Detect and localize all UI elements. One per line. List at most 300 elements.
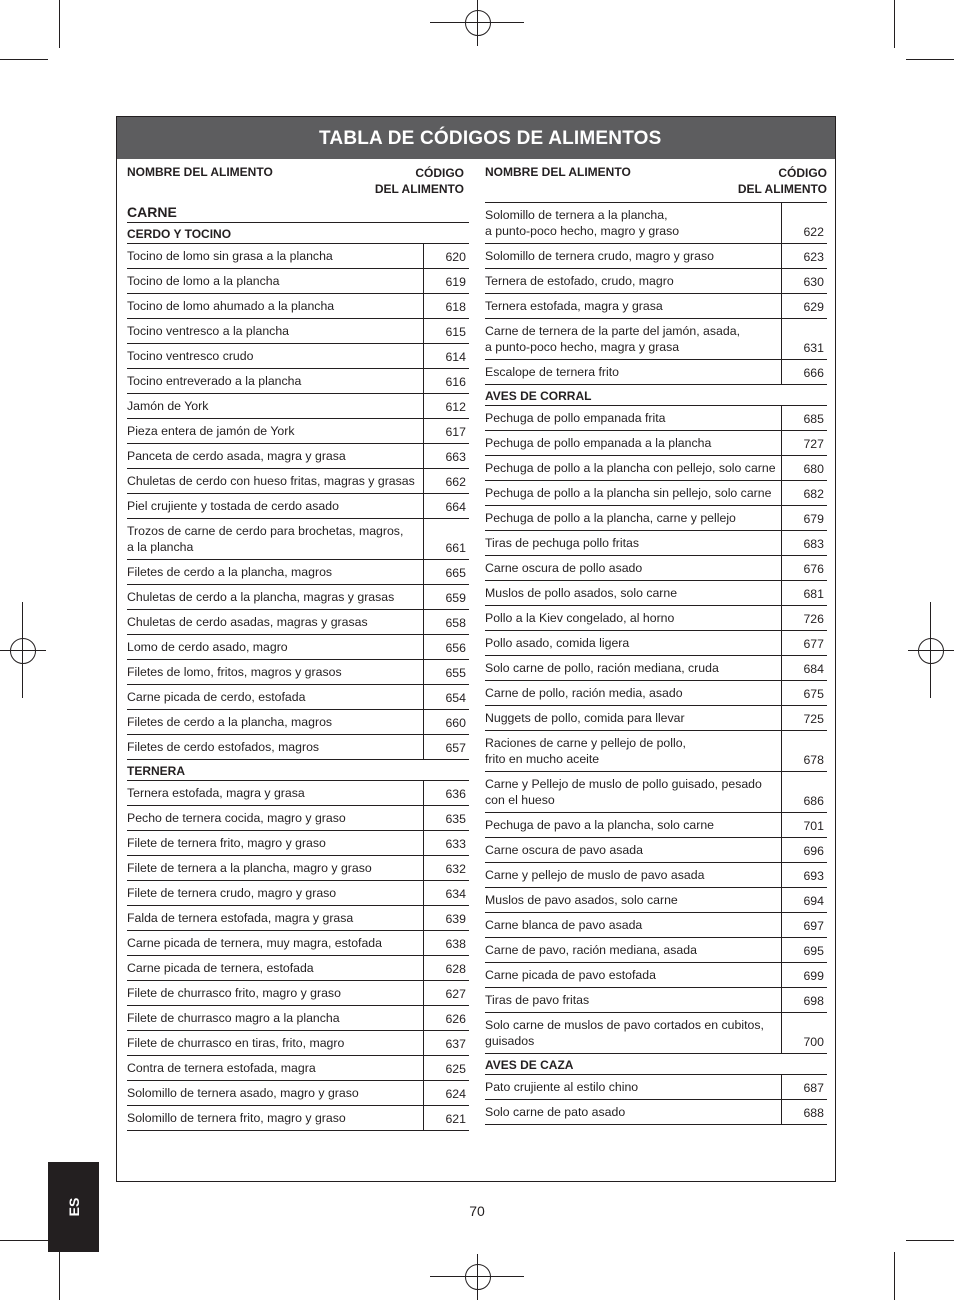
food-code: 700 [803, 1035, 824, 1049]
food-name-line: Contra de ternera estofada, magra [127, 1061, 316, 1075]
crop-mark [894, 1252, 895, 1300]
food-name [127, 610, 424, 634]
table-row [485, 681, 827, 706]
crop-mark [0, 1240, 48, 1241]
food-code: 655 [445, 666, 466, 680]
table-row [485, 319, 827, 360]
food-code: 664 [445, 500, 466, 514]
food-code: 615 [445, 325, 466, 339]
food-name [485, 269, 782, 293]
table-row [127, 635, 469, 660]
table-row [485, 244, 827, 269]
food-code: 628 [445, 962, 466, 976]
food-name-line: a la plancha [127, 540, 194, 554]
food-code: 630 [803, 275, 824, 289]
food-code: 725 [803, 712, 824, 726]
food-name-line: Tocino entreverado a la plancha [127, 374, 302, 388]
table-row [485, 1100, 827, 1125]
food-name-line: Tocino ventresco crudo [127, 349, 254, 363]
column-header [127, 163, 469, 199]
food-code: 659 [445, 591, 466, 605]
food-name [127, 635, 424, 659]
table-row [485, 406, 827, 431]
table-row [127, 906, 469, 931]
food-code: 616 [445, 375, 466, 389]
food-name [485, 1075, 782, 1099]
food-code: 727 [803, 437, 824, 451]
food-name [485, 406, 782, 430]
food-name-line: Solomillo de ternera frito, magro y graso [127, 1111, 346, 1125]
food-name [127, 956, 424, 980]
food-name-line: Muslos de pavo asados, solo carne [485, 893, 678, 907]
table-row [127, 294, 469, 319]
food-name [127, 585, 424, 609]
food-name-line: Ternera estofada, magra y grasa [485, 299, 663, 313]
right-column [485, 163, 827, 1125]
food-name-line: Pieza entera de jamón de York [127, 424, 295, 438]
column-header [485, 163, 827, 199]
food-name-line: Escalope de ternera frito [485, 365, 619, 379]
food-name-line: Ternera estofada, magra y grasa [127, 786, 305, 800]
category-title: CARNE [127, 199, 469, 223]
table-row [485, 888, 827, 913]
table-row [485, 988, 827, 1013]
food-code: 675 [803, 687, 824, 701]
food-name [127, 560, 424, 584]
food-code: 622 [803, 225, 824, 239]
food-code: 657 [445, 741, 466, 755]
food-name [127, 444, 424, 468]
food-code: 685 [803, 412, 824, 426]
table-row [127, 806, 469, 831]
table-row [127, 856, 469, 881]
table-row [127, 394, 469, 419]
food-code: 686 [803, 794, 824, 808]
registration-circle [465, 10, 491, 36]
food-name-line: Carne picada de ternera, estofada [127, 961, 314, 975]
food-name-line: Pechuga de pollo a la plancha, carne y pellejo [485, 511, 736, 525]
table-row [485, 269, 827, 294]
table-row [485, 656, 827, 681]
food-name [485, 244, 782, 268]
table-row [127, 319, 469, 344]
food-code: 658 [445, 616, 466, 630]
section-title: CERDO Y TOCINO [127, 223, 469, 244]
food-name [485, 1013, 782, 1053]
language-tab: ES [48, 1162, 99, 1252]
food-code: 656 [445, 641, 466, 655]
food-name [127, 710, 424, 734]
food-code: 618 [445, 300, 466, 314]
food-name [127, 494, 424, 518]
table-row [127, 585, 469, 610]
food-name-line: Falda de ternera estofada, magra y grasa [127, 911, 354, 925]
food-code: 662 [445, 475, 466, 489]
table-row [127, 1106, 469, 1131]
food-name-line: Chuletas de cerdo a la plancha, magras y grasas [127, 590, 395, 604]
food-name [127, 419, 424, 443]
crop-mark [59, 1252, 60, 1300]
food-name-line: Pollo asado, comida ligera [485, 636, 630, 650]
food-name-line: Jamón de York [127, 399, 209, 413]
table-row [485, 581, 827, 606]
table-row [485, 606, 827, 631]
food-code: 631 [803, 341, 824, 355]
food-code: 617 [445, 425, 466, 439]
table-row [127, 469, 469, 494]
food-name [485, 731, 782, 771]
food-name-line: Muslos de pollo asados, solo carne [485, 586, 678, 600]
food-name-line: Chuletas de cerdo asadas, magras y grasas [127, 615, 368, 629]
food-code: 698 [803, 994, 824, 1008]
food-code: 660 [445, 716, 466, 730]
table-row [127, 660, 469, 685]
food-name-line: Filete de ternera frito, magro y graso [127, 836, 326, 850]
food-name [485, 681, 782, 705]
food-code: 621 [445, 1112, 466, 1126]
food-name [485, 938, 782, 962]
food-name-line: Carne blanca de pavo asada [485, 918, 643, 932]
crop-mark [894, 0, 895, 48]
food-name-line: Filetes de cerdo estofados, magros [127, 740, 320, 754]
table-row [127, 710, 469, 735]
food-code: 683 [803, 537, 824, 551]
food-name [127, 735, 424, 759]
food-name [485, 203, 782, 243]
food-name [127, 906, 424, 930]
food-code: 634 [445, 887, 466, 901]
food-name-line: Nuggets de pollo, comida para llevar [485, 711, 685, 725]
food-name [485, 963, 782, 987]
table-row [127, 1081, 469, 1106]
table-row [127, 519, 469, 560]
food-name [127, 831, 424, 855]
food-name [127, 294, 424, 318]
crop-mark [906, 1240, 954, 1241]
table-row [485, 531, 827, 556]
food-name-line: Solomillo de ternera a la plancha, [485, 208, 668, 222]
food-name-line: Solomillo de ternera crudo, magro y graso [485, 249, 714, 263]
food-name-line: Solo carne de muslos de pavo cortados en cubitos, [485, 1018, 764, 1032]
food-name [127, 469, 424, 493]
food-code: 661 [445, 541, 466, 555]
food-name-line: Tocino de lomo sin grasa a la plancha [127, 249, 333, 263]
food-name [485, 988, 782, 1012]
food-name [485, 656, 782, 680]
food-code: 636 [445, 787, 466, 801]
table-row [485, 631, 827, 656]
food-name-line: Solo carne de pato asado [485, 1105, 626, 1119]
food-code: 633 [445, 837, 466, 851]
food-name [485, 913, 782, 937]
table-row [127, 494, 469, 519]
food-code: 629 [803, 300, 824, 314]
food-code: 680 [803, 462, 824, 476]
food-name-line: Filete de churrasco magro a la plancha [127, 1011, 340, 1025]
food-name-line: Tiras de pechuga pollo fritas [485, 536, 640, 550]
food-name-line: con el hueso [485, 793, 555, 807]
food-code: 684 [803, 662, 824, 676]
food-name [485, 360, 782, 384]
food-code: 612 [445, 400, 466, 414]
food-name [485, 1100, 782, 1124]
food-code: 679 [803, 512, 824, 526]
food-name-line: Filetes de cerdo a la plancha, magros [127, 715, 333, 729]
table-row [127, 735, 469, 760]
food-code: 614 [445, 350, 466, 364]
food-name [127, 369, 424, 393]
food-code: 620 [445, 250, 466, 264]
food-code: 682 [803, 487, 824, 501]
crop-mark [906, 59, 954, 60]
food-name-line: Tocino de lomo a la plancha [127, 274, 280, 288]
table-row [485, 556, 827, 581]
table-row [127, 244, 469, 269]
left-table-body [127, 223, 469, 1131]
food-code: 694 [803, 894, 824, 908]
food-name [485, 431, 782, 455]
food-name-line: Ternera de estofado, crudo, magro [485, 274, 674, 288]
food-name-line: Carne de pavo, ración mediana, asada [485, 943, 697, 957]
table-row [127, 931, 469, 956]
section-title: TERNERA [127, 760, 469, 781]
table-row [485, 1075, 827, 1100]
food-name-line: Trozos de carne de cerdo para brochetas, magros, [127, 524, 404, 538]
table-row [127, 831, 469, 856]
food-name [485, 706, 782, 730]
food-name-line: Lomo de cerdo asado, magro [127, 640, 288, 654]
food-code: 637 [445, 1037, 466, 1051]
registration-circle [10, 638, 36, 664]
table-row [127, 369, 469, 394]
food-name [127, 685, 424, 709]
food-code: 663 [445, 450, 466, 464]
food-name-line: Chuletas de cerdo con hueso fritas, magras y grasas [127, 474, 415, 488]
food-name [485, 456, 782, 480]
table-row [485, 203, 827, 244]
table-row [485, 431, 827, 456]
food-code: 654 [445, 691, 466, 705]
food-name-line: Carne oscura de pavo asada [485, 843, 643, 857]
table-row [127, 781, 469, 806]
food-code: 639 [445, 912, 466, 926]
food-name [127, 1106, 424, 1130]
food-name-line: Carne de pollo, ración media, asado [485, 686, 683, 700]
food-name [485, 506, 782, 530]
food-code: 695 [803, 944, 824, 958]
food-name [127, 394, 424, 418]
table-row [485, 1013, 827, 1054]
table-row [485, 963, 827, 988]
food-code: 627 [445, 987, 466, 1001]
food-name-line: Carne picada de cerdo, estofada [127, 690, 306, 704]
food-code: 624 [445, 1087, 466, 1101]
crop-mark [59, 0, 60, 48]
food-name [485, 772, 782, 812]
header-code-label: CÓDIGO DEL ALIMENTO [737, 166, 827, 196]
food-name-line: a punto-poco hecho, magra y grasa [485, 340, 680, 354]
food-code: 625 [445, 1062, 466, 1076]
food-name-line: Solomillo de ternera asado, magro y graso [127, 1086, 359, 1100]
food-name [127, 856, 424, 880]
table-row [127, 269, 469, 294]
food-name [485, 294, 782, 318]
food-code: 665 [445, 566, 466, 580]
food-name-line: frito en mucho aceite [485, 752, 600, 766]
food-name [485, 556, 782, 580]
food-name [127, 931, 424, 955]
food-name-line: Filetes de cerdo a la plancha, magros [127, 565, 333, 579]
table-row [127, 560, 469, 585]
food-name [127, 1031, 424, 1055]
registration-circle [465, 1264, 491, 1290]
header-name-label: NOMBRE DEL ALIMENTO [127, 165, 273, 179]
header-code-label: CÓDIGO DEL ALIMENTO [374, 166, 464, 196]
food-name [127, 1006, 424, 1030]
table-row [485, 731, 827, 772]
food-name-line: Pechuga de pavo a la plancha, solo carne [485, 818, 715, 832]
food-name-line: Filete de churrasco frito, magro y graso [127, 986, 341, 1000]
table-row [485, 863, 827, 888]
table-row [485, 813, 827, 838]
table-row [485, 838, 827, 863]
food-name-line: Solo carne de pollo, ración mediana, cruda [485, 661, 719, 675]
food-name-line: Pato crujiente al estilo chino [485, 1080, 639, 1094]
food-name-line: Pollo a la Kiev congelado, al horno [485, 611, 675, 625]
food-name [485, 581, 782, 605]
food-name-line: Filete de ternera a la plancha, magro y graso [127, 861, 372, 875]
food-name-line: Carne de ternera de la parte del jamón, asada, [485, 324, 740, 338]
food-code: 678 [803, 753, 824, 767]
food-code: 688 [803, 1106, 824, 1120]
food-name [485, 631, 782, 655]
food-name-line: Filetes de lomo, fritos, magros y grasos [127, 665, 342, 679]
left-column [127, 163, 469, 1131]
food-name [485, 888, 782, 912]
section-title: AVES DE CAZA [485, 1054, 827, 1075]
food-code: 638 [445, 937, 466, 951]
food-name [127, 1081, 424, 1105]
food-name-line: Carne y pellejo de muslo de pavo asada [485, 868, 705, 882]
header-name-label: NOMBRE DEL ALIMENTO [485, 165, 631, 179]
table-row [127, 444, 469, 469]
food-name [127, 781, 424, 805]
table-row [485, 506, 827, 531]
table-row [127, 881, 469, 906]
food-name-line: Carne y Pellejo de muslo de pollo guisado, pesado [485, 777, 762, 791]
food-name [127, 806, 424, 830]
food-name [127, 244, 424, 268]
food-name [485, 319, 782, 359]
table-row [485, 456, 827, 481]
table-row [485, 360, 827, 385]
food-name-line: guisados [485, 1034, 535, 1048]
table-row [127, 685, 469, 710]
food-code: 632 [445, 862, 466, 876]
food-name [127, 660, 424, 684]
food-name-line: Carne oscura de pollo asado [485, 561, 643, 575]
food-code: 696 [803, 844, 824, 858]
food-name-line: Pechuga de pollo empanada a la plancha [485, 436, 712, 450]
table-row [485, 706, 827, 731]
food-name-line: Carne picada de ternera, muy magra, estofada [127, 936, 382, 950]
food-name [485, 813, 782, 837]
food-code-table-frame [116, 116, 836, 1182]
food-name-line: Tocino ventresco a la plancha [127, 324, 290, 338]
food-name-line: Piel crujiente y tostada de cerdo asado [127, 499, 339, 513]
food-name-line: Tocino de lomo ahumado a la plancha [127, 299, 335, 313]
food-code: 666 [803, 366, 824, 380]
food-code: 681 [803, 587, 824, 601]
food-code: 697 [803, 919, 824, 933]
food-name [127, 269, 424, 293]
food-name-line: Pechuga de pollo a la plancha con pellejo, solo carne [485, 461, 776, 475]
right-table-body [485, 203, 827, 1125]
table-row [127, 1006, 469, 1031]
table-row [127, 419, 469, 444]
food-name-line: Raciones de carne y pellejo de pollo, [485, 736, 686, 750]
food-code: 677 [803, 637, 824, 651]
food-name [485, 606, 782, 630]
food-name [485, 838, 782, 862]
food-code: 687 [803, 1081, 824, 1095]
food-name-line: Pechuga de pollo empanada frita [485, 411, 666, 425]
table-row [127, 610, 469, 635]
food-name [127, 319, 424, 343]
section-title: AVES DE CORRAL [485, 385, 827, 406]
food-name [485, 863, 782, 887]
food-name-line: Filete de ternera crudo, magro y graso [127, 886, 337, 900]
table-row [485, 481, 827, 506]
food-name [127, 1056, 424, 1080]
table-row [485, 913, 827, 938]
food-name-line: a punto-poco hecho, magro y graso [485, 224, 680, 238]
table-row [127, 1031, 469, 1056]
table-row [485, 938, 827, 963]
table-row [127, 344, 469, 369]
food-name-line: Filete de churrasco en tiras, frito, magro [127, 1036, 345, 1050]
food-name-line: Panceta de cerdo asada, magra y grasa [127, 449, 346, 463]
registration-circle [918, 638, 944, 664]
page-title: TABLA DE CÓDIGOS DE ALIMENTOS [117, 117, 835, 159]
food-code: 726 [803, 612, 824, 626]
food-name-line: Tiras de pavo fritas [485, 993, 590, 1007]
food-name [127, 881, 424, 905]
crop-mark [0, 59, 48, 60]
food-code: 635 [445, 812, 466, 826]
table-row [127, 1056, 469, 1081]
food-name [127, 519, 424, 559]
food-code: 699 [803, 969, 824, 983]
table-row [127, 981, 469, 1006]
food-name [127, 344, 424, 368]
food-name [485, 531, 782, 555]
table-row [485, 294, 827, 319]
food-code: 626 [445, 1012, 466, 1026]
table-row [127, 956, 469, 981]
food-name [485, 481, 782, 505]
table-row [485, 772, 827, 813]
page-number: 70 [469, 1203, 485, 1219]
food-code: 676 [803, 562, 824, 576]
food-code: 623 [803, 250, 824, 264]
food-code: 701 [803, 819, 824, 833]
food-name-line: Carne picada de pavo estofada [485, 968, 656, 982]
food-name-line: Pecho de ternera cocida, magro y graso [127, 811, 346, 825]
food-name-line: Pechuga de pollo a la plancha sin pellejo, solo carne [485, 486, 772, 500]
food-code: 693 [803, 869, 824, 883]
food-name [127, 981, 424, 1005]
